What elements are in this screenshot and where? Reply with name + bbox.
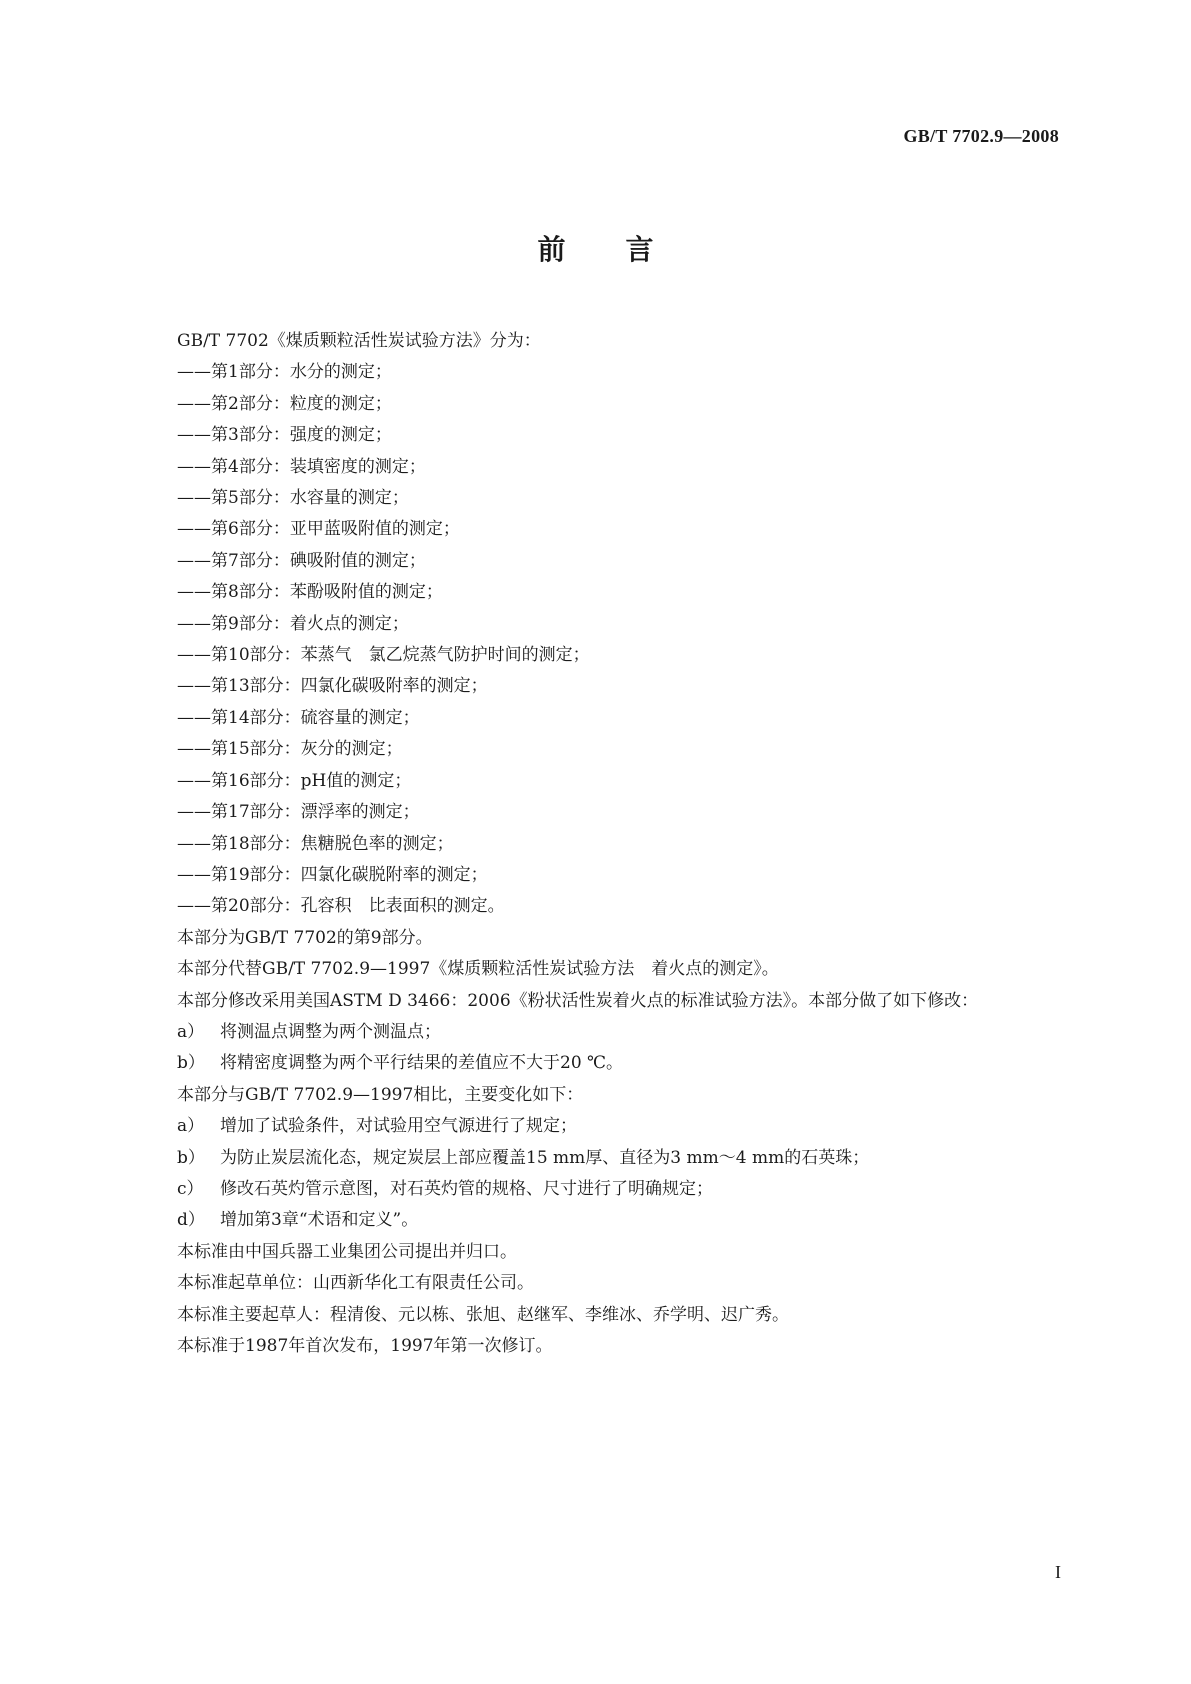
part-list-item: ——第20部分：孔容积 比表面积的测定。 [177,896,505,917]
change-item [132,1143,1059,1174]
drafting-unit-paragraph: 本标准起草单位：山西新华化工有限责任公司。 [177,1273,534,1294]
part-list-item: ——第19部分：四氯化碳脱附率的测定； [177,864,488,885]
part-list-item: ——第4部分：装填密度的测定； [177,456,426,477]
change-item [132,1111,1059,1142]
parts-list [132,357,1059,922]
change-item-text: 增加第3章“术语和定义”。 [220,1210,419,1231]
foreword-body [132,326,1059,1362]
part-list-item: ——第6部分：亚甲蓝吸附值的测定； [177,519,460,540]
modified-paragraph: 本部分修改采用美国ASTM D 3466：2006《粉状活性炭着火点的标准试验方法》。本部分做了如下修改： [177,990,979,1011]
part-of-paragraph: 本部分为GB/T 7702的第9部分。 [177,927,433,948]
modification-item-text: 将测温点调整为两个测温点； [220,1021,441,1042]
modification-item-label: b） [177,1053,205,1074]
part-list-item: ——第3部分：强度的测定； [177,425,392,446]
change-item-text: 增加了试验条件，对试验用空气源进行了规定； [220,1116,577,1137]
part-list-item: ——第18部分：焦糖脱色率的测定； [177,833,454,854]
modification-item-text: 将精密度调整为两个平行结果的差值应不大于20 ℃。 [220,1053,624,1074]
change-item-label: b） [177,1147,205,1168]
modification-item-label: a） [177,1021,205,1042]
page-title: 前言 [537,233,714,266]
replaces-paragraph: 本部分代替GB/T 7702.9—1997《煤质颗粒活性炭试验方法 着火点的测定》。 [177,959,779,980]
part-list-item: ——第15部分：灰分的测定； [177,739,403,760]
part-list-item: ——第14部分：硫容量的测定； [177,707,420,728]
part-list-item: ——第1部分：水分的测定； [177,362,392,383]
change-item-label: d） [177,1210,205,1231]
changes-paragraph: 本部分与GB/T 7702.9—1997相比，主要变化如下： [177,1084,584,1105]
change-item-label: a） [177,1116,205,1137]
change-item-label: c） [177,1178,204,1199]
part-list-item: ——第17部分：漂浮率的测定； [177,802,420,823]
part-list-item: ——第16部分：pH值的测定； [177,770,412,791]
drafters-paragraph: 本标准主要起草人：程清俊、元以栋、张旭、赵继军、李维冰、乔学明、迟广秀。 [177,1304,789,1325]
part-list-item: ——第8部分：苯酚吸附值的测定； [177,582,443,603]
part-list-item: ——第7部分：碘吸附值的测定； [177,550,426,571]
part-list-item: ——第9部分：着火点的测定； [177,613,409,634]
part-list-item: ——第5部分：水容量的测定； [177,488,409,509]
change-item [132,1205,1059,1236]
change-item [132,1174,1059,1205]
change-item-text: 修改石英灼管示意图，对石英灼管的规格、尺寸进行了明确规定； [220,1178,713,1199]
change-item-text: 为防止炭层流化态，规定炭层上部应覆盖15 mm厚、直径为3 mm～4 mm的石英珠； [220,1147,870,1168]
standard-number: GB/T 7702.9—2008 [903,126,1059,146]
modifications-list [132,1017,1059,1080]
modification-item [132,1017,1059,1048]
modification-item [132,1048,1059,1079]
history-paragraph: 本标准于1987年首次发布，1997年第一次修订。 [177,1336,553,1356]
page-number: I [1055,1562,1061,1582]
part-list-item: ——第13部分：四氯化碳吸附率的测定； [177,676,488,697]
part-list-item: ——第10部分：苯蒸气 氯乙烷蒸气防护时间的测定； [177,645,590,666]
intro-paragraph: GB/T 7702《煤质颗粒活性炭试验方法》分为： [177,331,541,351]
proposed-paragraph: 本标准由中国兵器工业集团公司提出并归口。 [177,1241,517,1262]
part-list-item: ——第2部分：粒度的测定； [177,393,392,414]
changes-list [132,1111,1059,1237]
